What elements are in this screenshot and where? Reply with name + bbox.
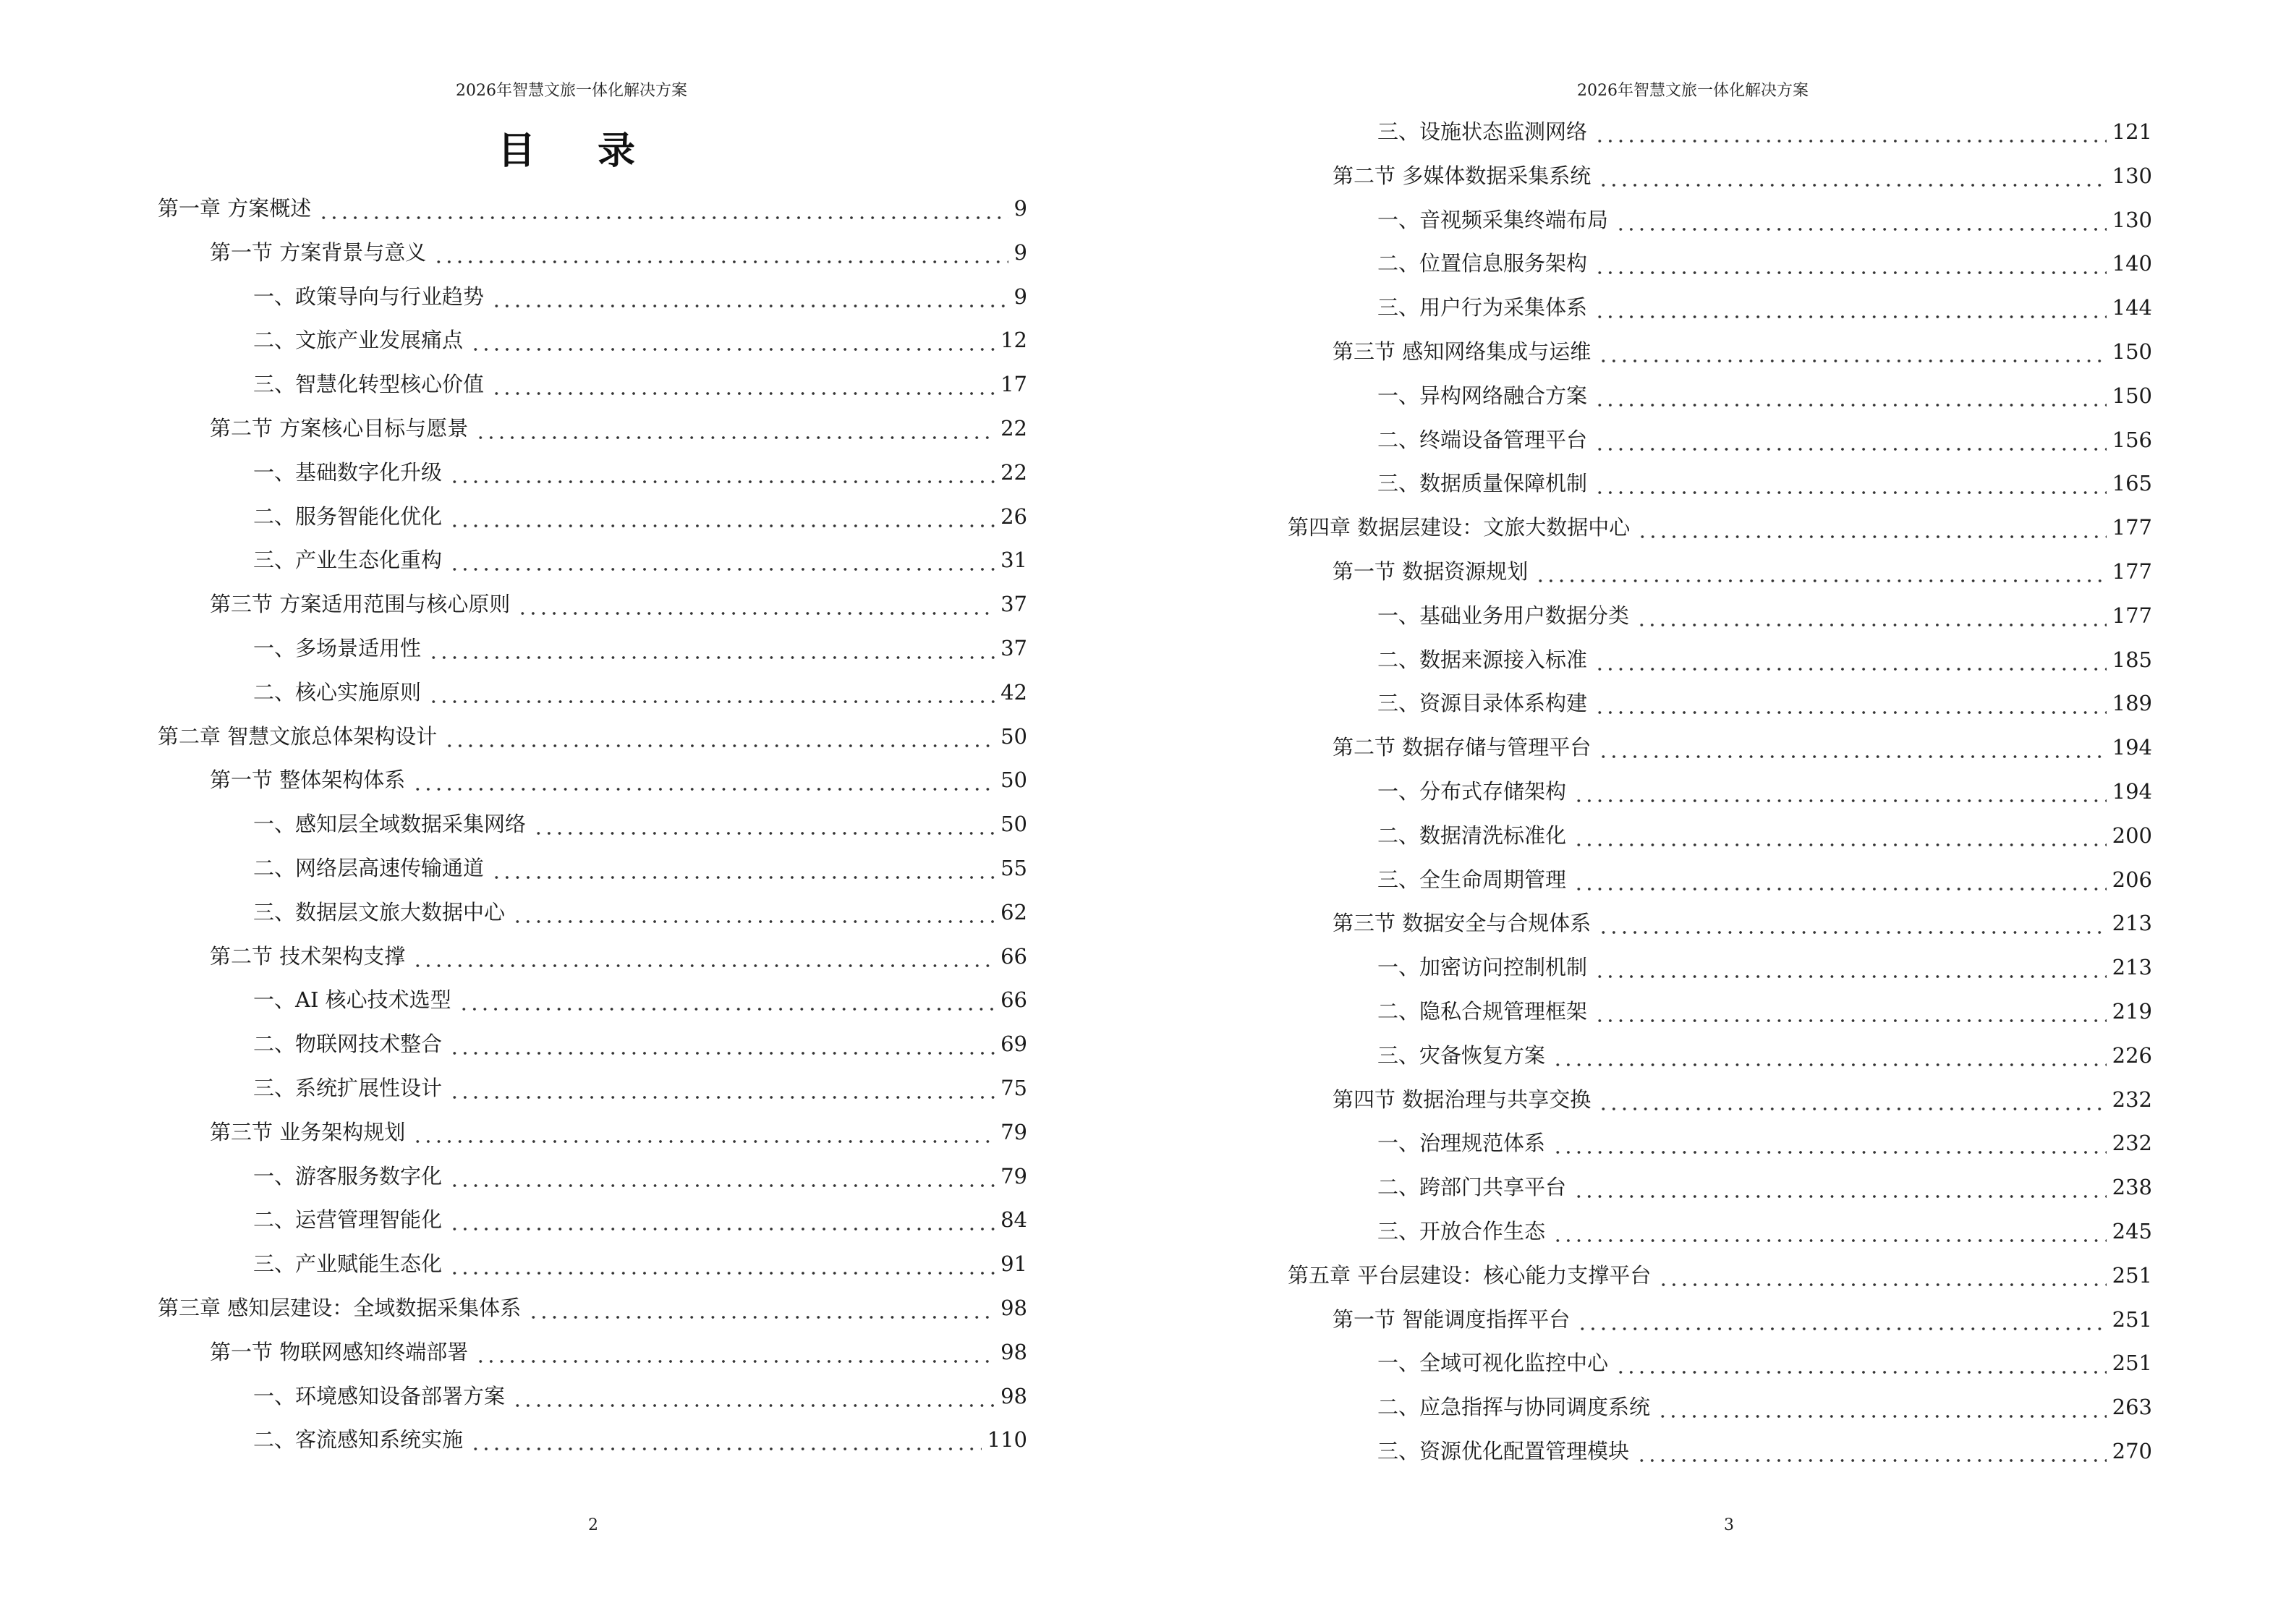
toc-entry[interactable] — [253, 282, 1027, 311]
toc-entry-page-number: 206 — [2112, 867, 2152, 892]
toc-entry-label: 三、数据层文旅大数据中心 — [253, 899, 506, 924]
toc-entry-label: 一、治理规范体系 — [1377, 1131, 1546, 1156]
toc-entry[interactable] — [1333, 1305, 2152, 1334]
toc-entry-page-number: 22 — [1000, 416, 1027, 441]
toc-entry-page-number: 232 — [2112, 1131, 2152, 1156]
toc-entry[interactable] — [253, 1205, 1027, 1234]
toc-entry-page-number: 177 — [2112, 515, 2152, 540]
dot-leader — [1577, 1305, 2106, 1334]
toc-entry[interactable] — [210, 590, 1027, 618]
toc-entry[interactable] — [253, 502, 1027, 531]
toc-entry-label: 第三节 数据安全与合规体系 — [1333, 911, 1592, 936]
toc-entry[interactable] — [1377, 1217, 2152, 1246]
toc-entry-page-number: 165 — [2112, 471, 2152, 496]
running-header: 2026年智慧文旅一体化解决方案 — [1577, 82, 1809, 100]
dot-leader — [491, 854, 995, 883]
toc-entry-label: 一、音视频采集终端布局 — [1377, 207, 1609, 232]
toc-entry[interactable] — [253, 370, 1027, 399]
toc-entry-page-number: 79 — [1000, 1119, 1027, 1144]
toc-entry-label: 第三节 方案适用范围与核心原则 — [210, 592, 511, 617]
toc-entry[interactable] — [210, 1118, 1027, 1147]
toc-entry-page-number: 22 — [1000, 459, 1027, 485]
dot-leader — [1573, 777, 2107, 806]
toc-entry-page-number: 226 — [2112, 1042, 2152, 1068]
toc-entry[interactable] — [253, 1162, 1027, 1191]
dot-leader — [428, 634, 995, 663]
toc-entry-label: 一、异构网络融合方案 — [1377, 383, 1588, 408]
toc-entry-label: 三、资源优化配置管理模块 — [1377, 1439, 1630, 1463]
toc-entry[interactable] — [1377, 1041, 2152, 1070]
toc-entry-page-number: 251 — [2112, 1351, 2152, 1376]
toc-entry-page-number: 251 — [2112, 1306, 2152, 1332]
dot-leader — [449, 502, 995, 531]
toc-entry-page-number: 150 — [2112, 339, 2152, 364]
toc-entry-label: 第三节 业务架构规划 — [210, 1119, 406, 1144]
dot-leader — [412, 1118, 995, 1147]
dot-leader — [1573, 865, 2107, 894]
dot-leader — [412, 765, 995, 794]
toc-entry[interactable] — [1288, 513, 2152, 542]
toc-entry-label: 二、终端设备管理平台 — [1377, 427, 1588, 452]
toc-entry-page-number: 12 — [1000, 328, 1027, 353]
dot-leader — [1552, 1128, 2107, 1157]
toc-entry[interactable] — [253, 634, 1027, 663]
toc-entry-page-number: 42 — [1000, 679, 1027, 705]
dot-leader — [1636, 601, 2107, 630]
toc-entry[interactable] — [210, 765, 1027, 794]
toc-entry[interactable] — [1333, 909, 2152, 938]
toc-entry-label: 二、运营管理智能化 — [253, 1207, 443, 1233]
toc-entry-label: 一、分布式存储架构 — [1377, 779, 1567, 804]
toc-entry-label: 一、AI 核心技术选型 — [253, 987, 451, 1013]
toc-entry[interactable] — [1377, 117, 2152, 146]
toc-entry-label: 第二节 数据存储与管理平台 — [1333, 735, 1592, 760]
dot-leader — [475, 414, 995, 443]
toc-entry-label: 二、应急指挥与协同调度系统 — [1377, 1395, 1651, 1420]
toc-entry-page-number: 251 — [2112, 1262, 2152, 1288]
dot-leader — [318, 194, 1008, 223]
dot-leader — [449, 458, 995, 487]
toc-entry-label: 一、基础数字化升级 — [253, 459, 443, 485]
dot-leader — [517, 590, 995, 618]
toc-entry[interactable] — [1377, 249, 2152, 278]
toc-entry-label: 三、产业赋能生态化 — [253, 1251, 443, 1277]
toc-entry-label: 第三章 感知层建设：全域数据采集体系 — [158, 1296, 522, 1320]
toc-entry-page-number: 98 — [1000, 1383, 1027, 1408]
toc-entry-label: 二、核心实施原则 — [253, 679, 422, 705]
toc-entry-label: 二、客流感知系统实施 — [253, 1427, 464, 1453]
toc-entry-page-number: 130 — [2112, 207, 2152, 232]
toc-entry-label: 第二节 方案核心目标与愿景 — [210, 416, 469, 441]
dot-leader — [1594, 689, 2107, 718]
toc-entry[interactable] — [1377, 601, 2152, 630]
toc-entry[interactable] — [253, 1425, 1027, 1454]
toc-entry-label: 一、全域可视化监控中心 — [1377, 1351, 1609, 1376]
dot-leader — [1594, 953, 2107, 982]
dot-leader — [459, 985, 995, 1014]
dot-leader — [1594, 425, 2107, 454]
dot-leader — [1594, 117, 2107, 146]
toc-entry-label: 第一节 物联网感知终端部署 — [210, 1339, 469, 1364]
toc-entry-page-number: 50 — [1000, 723, 1027, 749]
toc-entry-page-number: 121 — [2112, 119, 2152, 144]
toc-entry-page-number: 110 — [987, 1427, 1027, 1453]
toc-entry-label: 第一章 方案概述 — [158, 196, 312, 221]
dot-leader — [449, 1074, 995, 1102]
dot-leader — [512, 1382, 995, 1411]
toc-entry[interactable] — [1377, 469, 2152, 498]
dot-leader — [512, 898, 995, 927]
toc-entry[interactable] — [1377, 1173, 2152, 1202]
toc-entry-page-number: 84 — [1000, 1207, 1027, 1233]
toc-entry-label: 第一节 方案背景与意义 — [210, 239, 427, 265]
toc-entry-page-number: 66 — [1000, 987, 1027, 1013]
toc-entry-label: 三、资源目录体系构建 — [1377, 691, 1588, 716]
toc-entry-label: 一、政策导向与行业趋势 — [253, 284, 485, 309]
dot-leader — [1598, 337, 2106, 366]
toc-entry[interactable] — [253, 545, 1027, 574]
toc-entry-label: 二、数据来源接入标准 — [1377, 647, 1588, 672]
toc-entry[interactable] — [253, 854, 1027, 883]
toc-entry[interactable] — [1333, 733, 2152, 762]
toc-entry-page-number: 50 — [1000, 812, 1027, 837]
toc-entry[interactable] — [158, 722, 1027, 751]
toc-entry-page-number: 194 — [2112, 735, 2152, 760]
dot-leader — [449, 1029, 995, 1058]
toc-entry-page-number: 156 — [2112, 427, 2152, 452]
toc-entry[interactable] — [1377, 777, 2152, 806]
dot-leader — [1598, 1085, 2106, 1114]
dot-leader — [1594, 381, 2107, 410]
dot-leader — [412, 942, 995, 971]
toc-entry[interactable] — [158, 1293, 1027, 1322]
toc-entry[interactable] — [210, 414, 1027, 443]
toc-entry[interactable] — [1377, 997, 2152, 1026]
toc-entry[interactable] — [210, 1338, 1027, 1366]
dot-leader — [444, 722, 995, 751]
toc-entry-page-number: 62 — [1000, 899, 1027, 924]
page-number: 2 — [588, 1516, 598, 1534]
toc-entry[interactable] — [253, 1249, 1027, 1278]
dot-leader — [1657, 1393, 2107, 1421]
dot-leader — [1637, 513, 2106, 542]
toc-entry[interactable] — [1377, 1348, 2152, 1377]
dot-leader — [491, 370, 995, 399]
toc-entry-label: 一、多场景适用性 — [253, 636, 422, 660]
toc-entry[interactable] — [1333, 1085, 2152, 1114]
dot-leader — [470, 1425, 982, 1454]
toc-entry[interactable] — [1377, 645, 2152, 674]
toc-entry-page-number: 17 — [1000, 372, 1027, 397]
dot-leader — [428, 678, 995, 707]
toc-entry[interactable] — [253, 1074, 1027, 1102]
toc-entry-page-number: 270 — [2112, 1439, 2152, 1463]
toc-entry[interactable] — [1377, 1128, 2152, 1157]
toc-entry-label: 第二章 智慧文旅总体架构设计 — [158, 723, 438, 749]
dot-leader — [1615, 1348, 2107, 1377]
toc-entry[interactable] — [1333, 337, 2152, 366]
toc-entry-label: 二、隐私合规管理框架 — [1377, 999, 1588, 1024]
dot-leader — [1594, 249, 2107, 278]
toc-entry-label: 二、网络层高速传输通道 — [253, 856, 485, 880]
toc-entry-label: 三、智慧化转型核心价值 — [253, 372, 485, 397]
toc-entry-page-number: 75 — [1000, 1076, 1027, 1100]
toc-entry[interactable] — [1288, 1261, 2152, 1290]
dot-leader — [449, 1162, 995, 1191]
toc-entry-label: 一、游客服务数字化 — [253, 1163, 443, 1189]
dot-leader — [1552, 1041, 2107, 1070]
toc-entry[interactable] — [1377, 865, 2152, 894]
toc-entry-page-number: 200 — [2112, 822, 2152, 848]
toc-entry-page-number: 194 — [2112, 779, 2152, 804]
toc-entry-label: 一、感知层全域数据采集网络 — [253, 812, 527, 837]
toc-entry-page-number: 263 — [2112, 1395, 2152, 1420]
toc-entry-page-number: 9 — [1014, 284, 1027, 309]
dot-leader — [1594, 469, 2107, 498]
toc-entry[interactable] — [1377, 293, 2152, 322]
toc-entry-page-number: 219 — [2112, 999, 2152, 1024]
toc-entry-page-number: 91 — [1000, 1251, 1027, 1277]
toc-entry-label: 第五章 平台层建设：核心能力支撑平台 — [1288, 1262, 1652, 1288]
toc-entry-label: 二、位置信息服务架构 — [1377, 251, 1588, 276]
toc-entry-page-number: 37 — [1000, 592, 1027, 617]
toc-entry-label: 第一节 智能调度指挥平台 — [1333, 1306, 1571, 1332]
page-number: 3 — [1724, 1516, 1734, 1534]
toc-title: 目 录 — [497, 129, 660, 173]
toc-entry-label: 第二节 多媒体数据采集系统 — [1333, 163, 1592, 188]
toc-entry-label: 三、设施状态监测网络 — [1377, 119, 1588, 144]
toc-entry[interactable] — [253, 458, 1027, 487]
dot-leader — [1598, 161, 2106, 190]
toc-entry-label: 三、全生命周期管理 — [1377, 867, 1567, 892]
toc-entry[interactable] — [1333, 557, 2152, 586]
toc-entry-label: 一、基础业务用户数据分类 — [1377, 603, 1630, 628]
toc-entry-page-number: 189 — [2112, 691, 2152, 716]
toc-entry-page-number: 50 — [1000, 768, 1027, 793]
toc-entry[interactable] — [1377, 1393, 2152, 1421]
dot-leader — [433, 238, 1008, 267]
dot-leader — [528, 1293, 995, 1322]
toc-entry-label: 二、数据清洗标准化 — [1377, 822, 1567, 848]
toc-entry[interactable] — [253, 809, 1027, 838]
toc-entry-page-number: 144 — [2112, 295, 2152, 320]
toc-entry[interactable] — [1377, 821, 2152, 850]
toc-entry-label: 第三节 感知网络集成与运维 — [1333, 339, 1592, 364]
dot-leader — [1594, 645, 2107, 674]
toc-entry[interactable] — [210, 942, 1027, 971]
toc-entry-page-number: 31 — [1000, 548, 1027, 573]
toc-entry[interactable] — [1333, 161, 2152, 190]
toc-entry-label: 第四章 数据层建设：文旅大数据中心 — [1288, 515, 1631, 540]
toc-entry-page-number: 9 — [1014, 196, 1027, 221]
toc-entry[interactable] — [210, 238, 1027, 267]
toc-entry-page-number: 98 — [1000, 1296, 1027, 1320]
toc-entry[interactable] — [253, 1382, 1027, 1411]
page-right — [1143, 0, 2286, 1624]
toc-entry-label: 二、物联网技术整合 — [253, 1032, 443, 1057]
toc-entry[interactable] — [1377, 689, 2152, 718]
dot-leader — [1594, 997, 2107, 1026]
toc-entry-label: 三、灾备恢复方案 — [1377, 1042, 1546, 1068]
dot-leader — [1615, 205, 2107, 234]
running-header: 2026年智慧文旅一体化解决方案 — [456, 82, 687, 100]
toc-entry-label: 第一节 数据资源规划 — [1333, 559, 1529, 584]
toc-entry-page-number: 185 — [2112, 647, 2152, 672]
toc-entry-label: 一、加密访问控制机制 — [1377, 955, 1588, 980]
dot-leader — [1658, 1261, 2106, 1290]
toc-entry-page-number: 150 — [2112, 383, 2152, 408]
toc-entry-page-number: 213 — [2112, 911, 2152, 936]
toc-entry-label: 一、环境感知设备部署方案 — [253, 1383, 506, 1408]
toc-entry-label: 二、文旅产业发展痛点 — [253, 328, 464, 353]
toc-entry[interactable] — [1377, 425, 2152, 454]
toc-entry[interactable] — [253, 898, 1027, 927]
toc-entry-label: 第四节 数据治理与共享交换 — [1333, 1087, 1592, 1112]
toc-entry[interactable] — [1377, 953, 2152, 982]
toc-entry-page-number: 177 — [2112, 603, 2152, 628]
dot-leader — [1598, 909, 2106, 938]
toc-entry[interactable] — [158, 194, 1027, 223]
toc-entry-page-number: 37 — [1000, 636, 1027, 660]
toc-entry-page-number: 130 — [2112, 163, 2152, 188]
toc-entry-page-number: 177 — [2112, 559, 2152, 584]
dot-leader — [1598, 733, 2106, 762]
dot-leader — [449, 545, 995, 574]
toc-entry-page-number: 98 — [1000, 1339, 1027, 1364]
dot-leader — [533, 809, 995, 838]
toc-entry-label: 第一节 整体架构体系 — [210, 768, 406, 793]
toc-entry-page-number: 26 — [1000, 503, 1027, 529]
toc-entry[interactable] — [1377, 1437, 2152, 1466]
toc-entry-label: 三、系统扩展性设计 — [253, 1076, 443, 1100]
toc-entry-page-number: 232 — [2112, 1087, 2152, 1112]
toc-entry-page-number: 245 — [2112, 1219, 2152, 1243]
dot-leader — [1573, 1173, 2107, 1202]
dot-leader — [1573, 821, 2107, 850]
toc-entry-page-number: 66 — [1000, 943, 1027, 969]
toc-entry-label: 三、用户行为采集体系 — [1377, 295, 1588, 320]
toc-entry[interactable] — [1377, 381, 2152, 410]
toc-entry-label: 二、跨部门共享平台 — [1377, 1175, 1567, 1200]
toc-entry-label: 三、数据质量保障机制 — [1377, 471, 1588, 496]
toc-entry-label: 三、开放合作生态 — [1377, 1219, 1546, 1243]
toc-entry-page-number: 213 — [2112, 955, 2152, 980]
toc-entry[interactable] — [1377, 205, 2152, 234]
dot-leader — [1594, 293, 2107, 322]
toc-entry-label: 第二节 技术架构支撑 — [210, 943, 406, 969]
toc-entry[interactable] — [253, 1029, 1027, 1058]
dot-leader — [449, 1205, 995, 1234]
toc-entry[interactable] — [253, 678, 1027, 707]
toc-entry-page-number: 9 — [1014, 239, 1027, 265]
dot-leader — [491, 282, 1008, 311]
toc-entry-label: 二、服务智能化优化 — [253, 503, 443, 529]
toc-entry[interactable] — [253, 326, 1027, 354]
toc-entry-page-number: 79 — [1000, 1163, 1027, 1189]
dot-leader — [449, 1249, 995, 1278]
toc-entry-page-number: 140 — [2112, 251, 2152, 276]
dot-leader — [470, 326, 995, 354]
dot-leader — [1636, 1437, 2107, 1466]
toc-entry-page-number: 55 — [1000, 856, 1027, 880]
toc-entry-page-number: 238 — [2112, 1175, 2152, 1200]
toc-entry-page-number: 69 — [1000, 1032, 1027, 1057]
toc-entry-label: 三、产业生态化重构 — [253, 548, 443, 573]
toc-entry[interactable] — [253, 985, 1027, 1014]
dot-leader — [475, 1338, 995, 1366]
dot-leader — [1535, 557, 2106, 586]
dot-leader — [1552, 1217, 2107, 1246]
